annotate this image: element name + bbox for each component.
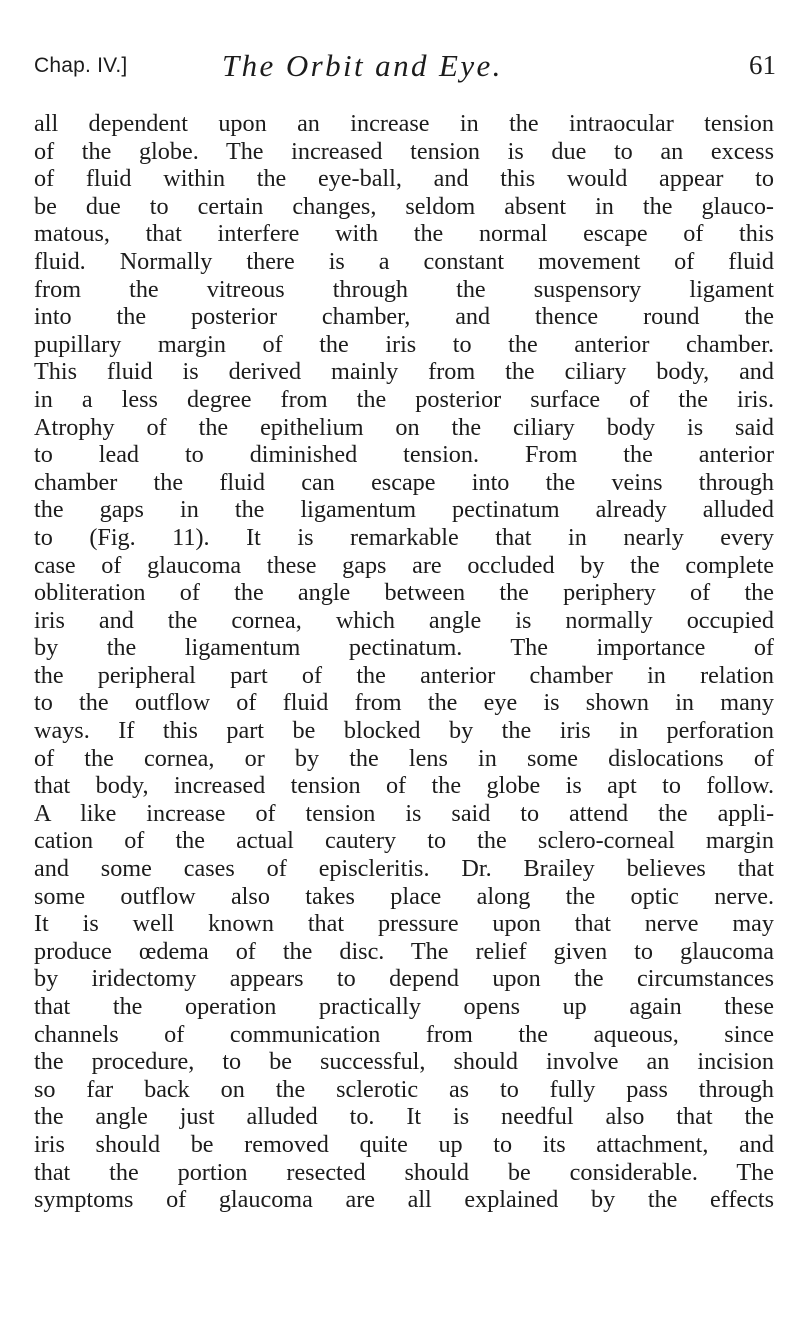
- text-line: by iridectomy appears to depend upon the circumstances: [34, 965, 774, 993]
- text-line: matous, that interfere with the normal escape of this: [34, 220, 774, 248]
- text-line: the angle just alluded to. It is needful also that the: [34, 1103, 774, 1131]
- text-line: some outflow also takes place along the optic nerve.: [34, 882, 774, 910]
- chapter-label: Chap. IV.]: [34, 54, 128, 77]
- text-line: chamber the fluid can escape into the veins through: [34, 468, 774, 496]
- text-line: iris and the cornea, which angle is normally occupied: [34, 606, 774, 634]
- text-line: be due to certain changes, seldom absent in the glauco-: [34, 192, 774, 220]
- text-line: all dependent upon an increase in the intraocular tension: [34, 110, 774, 137]
- text-line: produce œdema of the disc. The relief given to glaucoma: [34, 937, 774, 965]
- text-line: by the ligamentum pectinatum. The importance of: [34, 634, 774, 662]
- text-line: that the portion resected should be considerable. The: [34, 1158, 774, 1186]
- text-line: of the cornea, or by the lens in some dislocations of: [34, 744, 774, 772]
- text-line: the procedure, to be successful, should involve an incision: [34, 1048, 774, 1076]
- text-line: channels of communication from the aqueous, since: [34, 1020, 774, 1048]
- text-line: symptoms of glaucoma are all explained by the effects: [34, 1186, 774, 1214]
- text-line: and some cases of episcleritis. Dr. Brailey believes that: [34, 855, 774, 883]
- text-line: that the operation practically opens up again these: [34, 993, 774, 1020]
- text-line: that body, increased tension of the globe is apt to follow.: [34, 772, 774, 800]
- page-heading: The Orbit and Eye.: [222, 48, 503, 83]
- text-line: to lead to diminished tension. From the anterior: [34, 441, 774, 469]
- body-text: [34, 110, 774, 1214]
- text-line: A like increase of tension is said to attend the appli-: [34, 799, 774, 827]
- text-line: iris should be removed quite up to its attachment, and: [34, 1130, 774, 1158]
- text-line: from the vitreous through the suspensory ligament: [34, 275, 774, 303]
- text-line: the gaps in the ligamentum pectinatum already alluded: [34, 496, 774, 524]
- text-line: fluid. Normally there is a constant movement of fluid: [34, 247, 774, 275]
- text-line: This fluid is derived mainly from the ciliary body, and: [34, 358, 774, 386]
- text-line: cation of the actual cautery to the sclero-corneal margin: [34, 827, 774, 855]
- text-line: in a less degree from the posterior surface of the iris.: [34, 385, 774, 413]
- text-line: of fluid within the eye-ball, and this would appear to: [34, 165, 774, 193]
- text-line: Atrophy of the epithelium on the ciliary body is said: [34, 413, 774, 441]
- text-line: to the outflow of fluid from the eye is shown in many: [34, 689, 774, 717]
- text-line: ways. If this part be blocked by the iris in perforation: [34, 717, 774, 745]
- running-head: [34, 48, 776, 92]
- text-line: case of glaucoma these gaps are occluded by the complete: [34, 551, 774, 579]
- text-line: pupillary margin of the iris to the anterior chamber.: [34, 330, 774, 358]
- text-line: the peripheral part of the anterior chamber in relation: [34, 661, 774, 689]
- text-line: so far back on the sclerotic as to fully pass through: [34, 1075, 774, 1103]
- text-line: of the globe. The increased tension is due to an excess: [34, 137, 774, 165]
- text-line: obliteration of the angle between the periphery of the: [34, 579, 774, 607]
- text-line: It is well known that pressure upon that nerve may: [34, 910, 774, 938]
- text-line: to (Fig. 11). It is remarkable that in nearly every: [34, 523, 774, 551]
- text-line: into the posterior chamber, and thence round the: [34, 303, 774, 331]
- page-number: 61: [749, 50, 776, 80]
